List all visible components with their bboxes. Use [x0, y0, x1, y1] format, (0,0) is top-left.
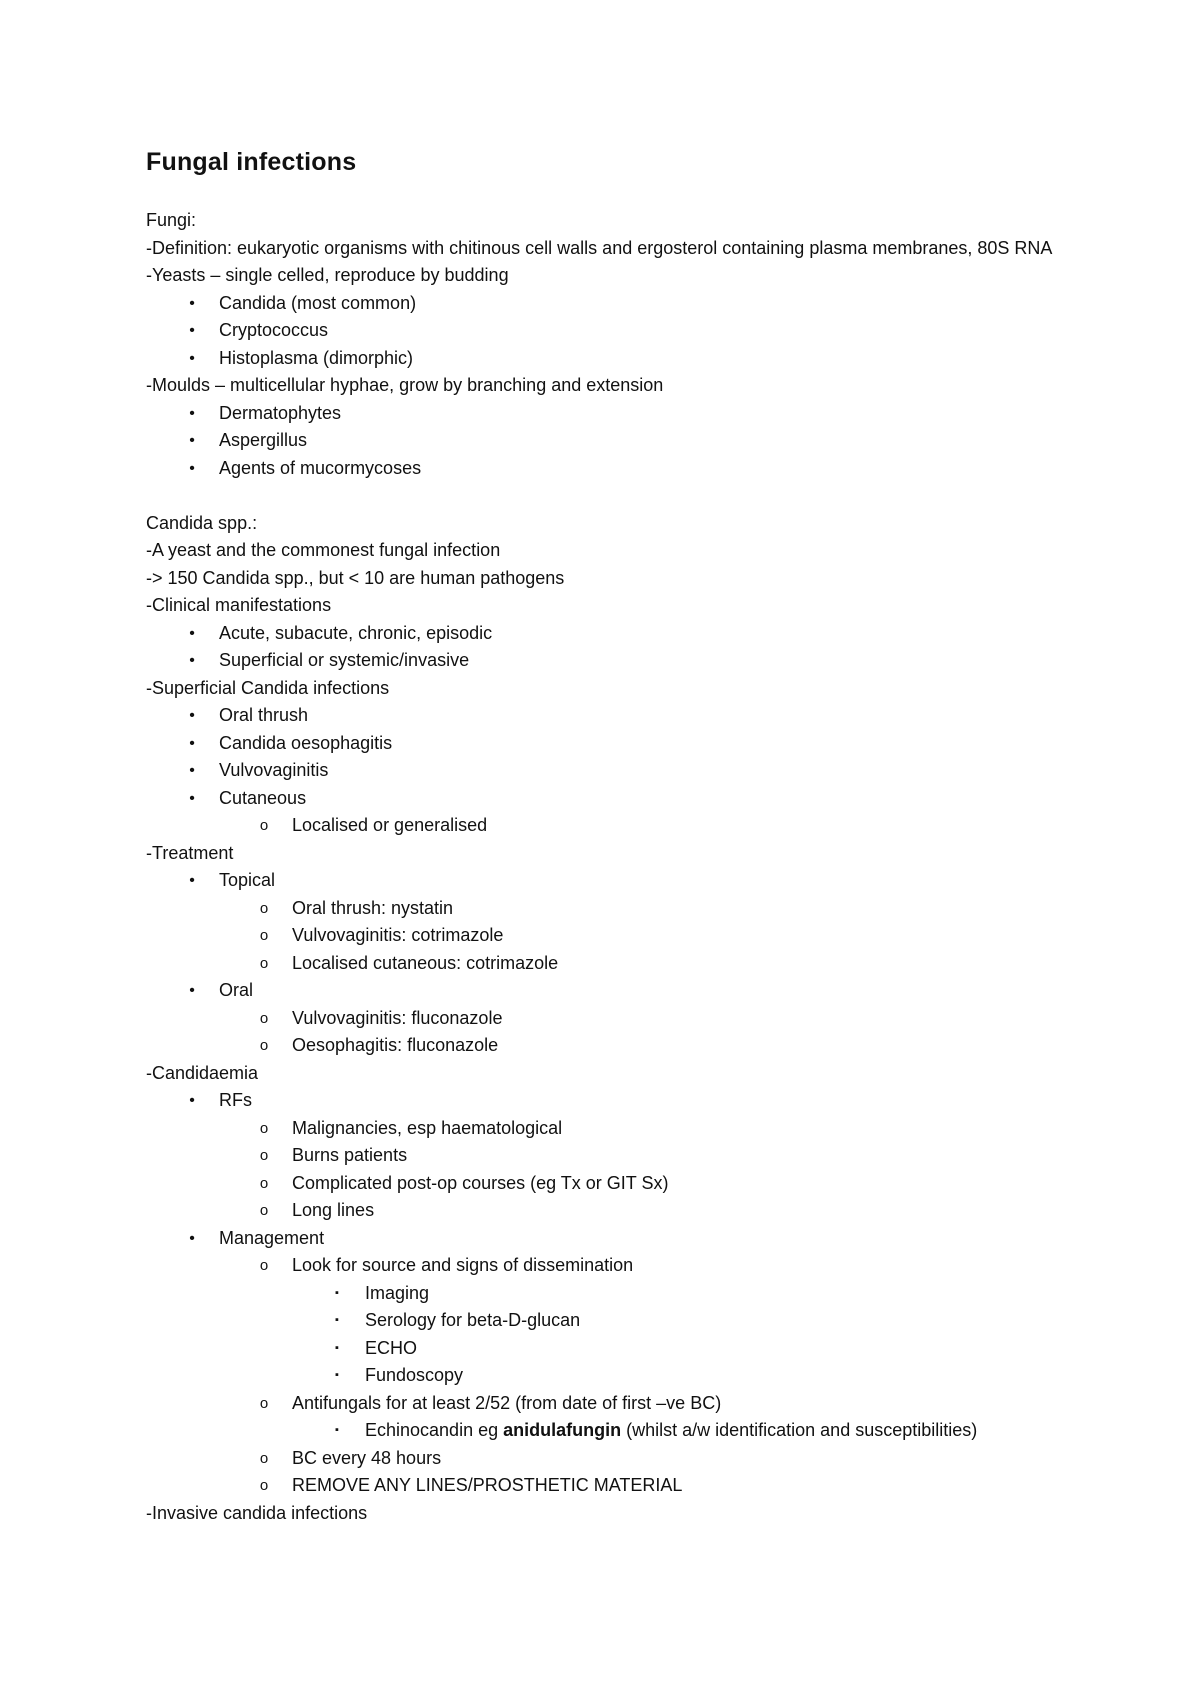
circle-bullet-icon: o: [259, 1174, 269, 1192]
invasive-heading: -Invasive candida infections: [146, 1502, 368, 1523]
bullet-icon: •: [189, 707, 195, 724]
bullet-icon: •: [189, 1229, 195, 1247]
bullet-icon: •: [189, 982, 195, 999]
sub-list-item: o Complicated post-op courses (eg Tx or GIT Sx): [146, 1170, 1106, 1198]
list-item: • Dermatophytes: [146, 400, 1106, 428]
sub-list-item: o Vulvovaginitis: cotrimazole: [146, 922, 1106, 950]
circle-bullet-icon: o: [259, 1037, 269, 1054]
list-item: • Oral: [146, 977, 1106, 1005]
circle-bullet-icon: o: [259, 1119, 269, 1137]
square-bullet-icon: ▪: [335, 1424, 339, 1436]
bullet-icon: •: [189, 432, 195, 449]
list-item: • Candida oesophagitis: [146, 730, 1106, 758]
sub-list-item: o Long lines: [146, 1197, 1106, 1225]
list-item: • Cutaneous: [146, 785, 1106, 813]
candida-line: -> 150 Candida spp., but < 10 are human pathogens: [146, 567, 565, 588]
yeasts-line: -Yeasts – single celled, reproduce by budding: [146, 265, 509, 285]
square-bullet-icon: ▪: [335, 1369, 339, 1381]
sub-list-item: o REMOVE ANY LINES/PROSTHETIC MATERIAL: [146, 1472, 1106, 1500]
bullet-icon: •: [189, 734, 195, 752]
candida-heading: Candida spp.:: [146, 512, 258, 533]
circle-bullet-icon: o: [259, 1394, 269, 1412]
sub-sub-list-item: ▪ Fundoscopy: [146, 1362, 1106, 1390]
moulds-line: -Moulds – multicellular hyphae, grow by branching and extension: [146, 375, 664, 395]
circle-bullet-icon: o: [259, 1147, 269, 1164]
bullet-icon: •: [189, 872, 195, 889]
sub-sub-list-item: ▪ Echinocandin eg anidulafungin (whilst a/w identification and susceptibilities): [146, 1417, 1106, 1445]
bullet-icon: •: [189, 349, 195, 367]
list-item: • RFs: [146, 1087, 1106, 1115]
sub-list-item: o Burns patients: [146, 1142, 1106, 1170]
list-item: • Aspergillus: [146, 427, 1106, 455]
bullet-icon: •: [189, 652, 195, 669]
list-item: • Topical: [146, 867, 1106, 895]
superficial-heading: -Superficial Candida infections: [146, 677, 390, 698]
sub-list-item: o Localised cutaneous: cotrimazole: [146, 950, 1106, 978]
sub-list-item: o Look for source and signs of dissemination: [146, 1252, 1106, 1280]
candidaemia-heading: -Candidaemia: [146, 1062, 259, 1083]
sub-list-item: o Oesophagitis: fluconazole: [146, 1032, 1106, 1060]
bullet-icon: •: [189, 1092, 195, 1109]
list-item: • Vulvovaginitis: [146, 757, 1106, 785]
bullet-icon: •: [189, 789, 195, 807]
sub-sub-list-item: ▪ ECHO: [146, 1335, 1106, 1363]
circle-bullet-icon: o: [259, 954, 269, 972]
sub-list-item: o Antifungals for at least 2/52 (from date of first –ve BC): [146, 1390, 1106, 1418]
circle-bullet-icon: o: [259, 1477, 269, 1494]
circle-bullet-icon: o: [259, 1009, 269, 1027]
square-bullet-icon: ▪: [335, 1314, 339, 1326]
bullet-icon: •: [189, 624, 195, 642]
list-item: • Candida (most common): [146, 290, 1106, 318]
spacer: [146, 482, 1106, 510]
list-item: • Management: [146, 1225, 1106, 1253]
circle-bullet-icon: o: [259, 1257, 269, 1274]
sub-sub-list-item: ▪ Imaging: [146, 1280, 1106, 1308]
drug-name-bold: anidulafungin: [503, 1420, 622, 1440]
circle-bullet-icon: o: [259, 1202, 269, 1219]
bullet-icon: •: [189, 322, 195, 339]
page-title: Fungal infections: [146, 148, 357, 176]
circle-bullet-icon: o: [259, 817, 269, 834]
list-item: • Acute, subacute, chronic, episodic: [146, 620, 1106, 648]
square-bullet-icon: ▪: [335, 1286, 339, 1299]
square-bullet-icon: ▪: [335, 1341, 339, 1354]
sub-list-item: o Oral thrush: nystatin: [146, 895, 1106, 923]
sub-list-item: o Localised or generalised: [146, 812, 1106, 840]
list-item: • Superficial or systemic/invasive: [146, 647, 1106, 675]
sub-list-item: o Malignancies, esp haematological: [146, 1115, 1106, 1143]
sub-list-item: o BC every 48 hours: [146, 1445, 1106, 1473]
fungi-definition: -Definition: eukaryotic organisms with chitinous cell walls and ergosterol containing plasma membranes, 80S RNA: [146, 237, 1053, 258]
bullet-icon: •: [189, 294, 195, 312]
fungi-heading: Fungi:: [146, 210, 197, 230]
sub-list-item: o Vulvovaginitis: fluconazole: [146, 1005, 1106, 1033]
bullet-icon: •: [189, 762, 195, 779]
circle-bullet-icon: o: [259, 927, 269, 944]
candida-line: -A yeast and the commonest fungal infection: [146, 540, 501, 560]
bullet-icon: •: [189, 459, 195, 477]
list-item: • Histoplasma (dimorphic): [146, 345, 1106, 373]
circle-bullet-icon: o: [259, 1449, 269, 1467]
clinical-heading: -Clinical manifestations: [146, 595, 332, 615]
treatment-heading: -Treatment: [146, 842, 234, 863]
list-item: • Agents of mucormycoses: [146, 455, 1106, 483]
circle-bullet-icon: o: [259, 899, 269, 917]
document-body: [146, 207, 1106, 1527]
sub-sub-list-item: ▪ Serology for beta-D-glucan: [146, 1307, 1106, 1335]
list-item: • Cryptococcus: [146, 317, 1106, 345]
bullet-icon: •: [189, 404, 195, 422]
list-item: • Oral thrush: [146, 702, 1106, 730]
